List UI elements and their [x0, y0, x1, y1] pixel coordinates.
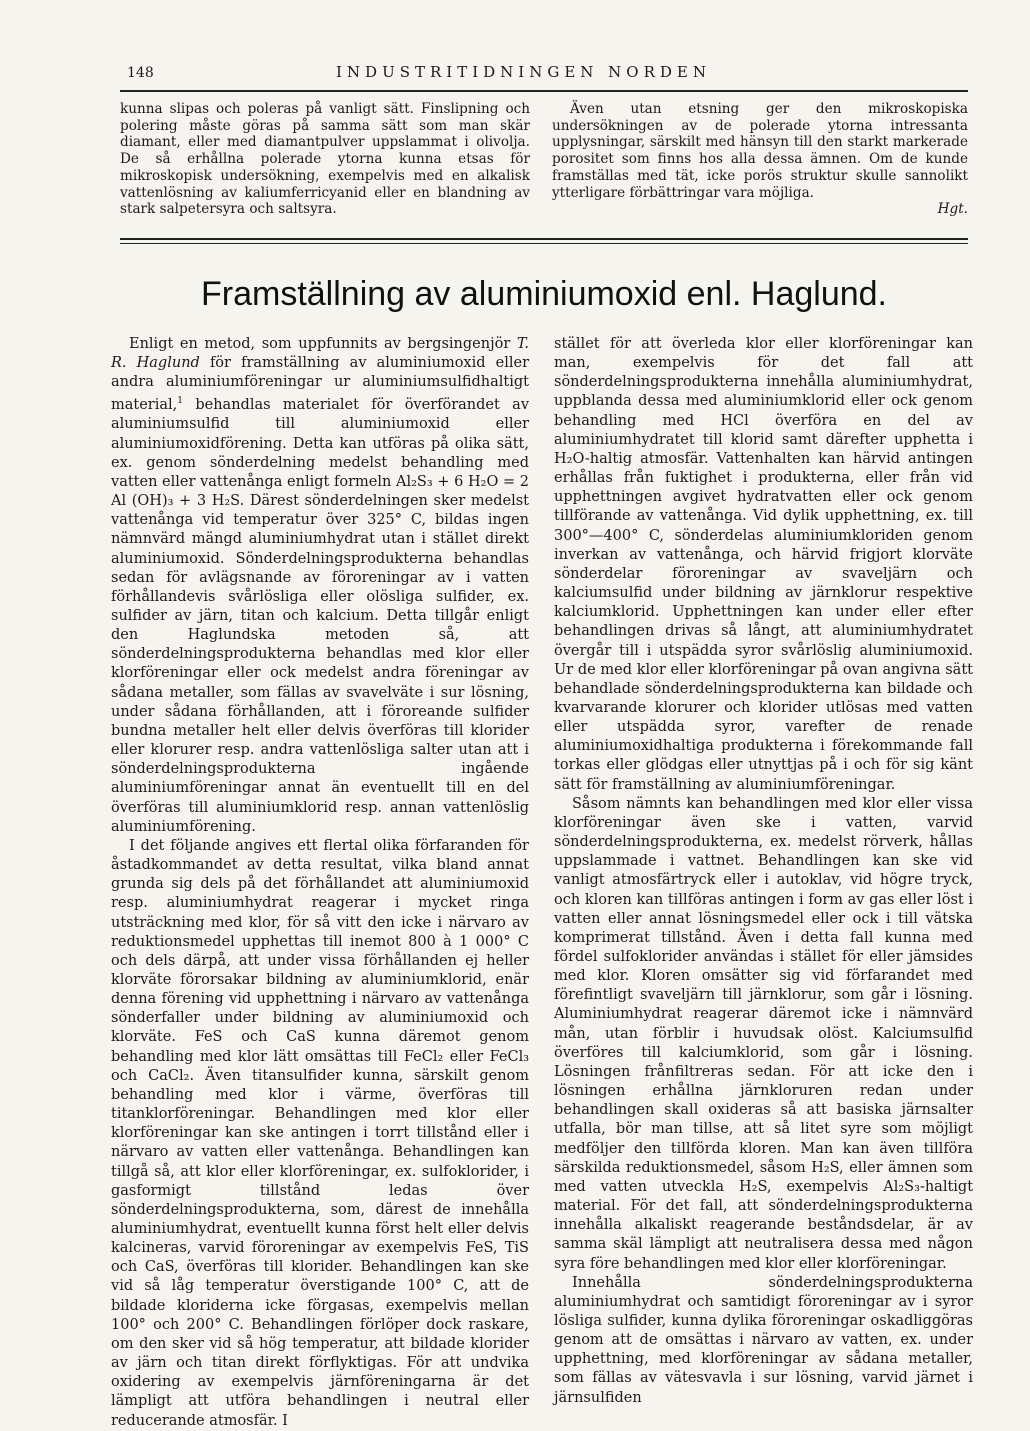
text-span: Även titansulfider kunna, särskilt genom behandling med klor i värme, överföras till titanklorföreningar. Behandlingen med klor eller klorföreningar kan ske antingen i torrt tillstånd eller i närvaro av vatten eller vattenånga. Behandlingen kan tillgå så, att klor eller klorföreningar, ex. sulfoklorider, i gasformigt tillstånd ledas över sönderdelningsprodukterna, som, därest de innehålla aluminiumhydrat, eventuellt kunna först helt eller delvis kalcineras, varvid föroreningar av exempelvis FeS, TiS och CaS, överföras till klorider. Behandlingen kan ske vid så låg temperatur överstigande 100° C, att de bildade kloriderna icke förgasas, exempelvis mellan 100° och 200° C. Behandlingen förlöper dock raskare, om den sker vid så hög temperatur, att bildade klorider av järn och titan direkt förflyktigas. För att undvika oxidering av exempelvis järnföreningarna är det lämpligt att utföra behandlingen i neutral eller reducerande atmosfär. I — [111, 1067, 530, 1429]
header-rule — [120, 90, 968, 92]
chemical-formula: FeCl₂ — [403, 1048, 444, 1065]
article-paragraph — [554, 335, 973, 795]
inventor-name: T. R. Haglund — [111, 336, 529, 372]
article-paragraph — [111, 335, 529, 837]
footnote-marker: 1 — [177, 396, 183, 407]
chemical-formula: H₂S, — [811, 1159, 844, 1176]
article-right-column — [554, 335, 973, 1408]
text-span: för framställning av aluminiumoxid eller andra aluminiumföreningar ur aluminiumsulfidhaltigt material, — [111, 355, 530, 414]
chemical-formula: CaCl₂. — [148, 1067, 195, 1084]
text-span: I det följande angives ett flertal olika förfaranden för åstadkommandet av detta resultat, vilka bland annat grunda sig dels på det förhållandet att aluminiumoxid resp. aluminiumhydrat reagerar i mycket ringa utsträckning med klor, för så vitt den icke i närvaro av reduktionsmedel upphettas till inemot 800 à 1 000° C och dels därpå, att under vissa förhållanden ej heller klorväte förorsakar bildning av aluminiumklorid, enär denna förening vid upphettning i närvaro av vattenånga sönderfaller under bildning av aluminiumoxid och klorväte. FeS och CaS kunna däremot genom behandling med klor lätt omsättas till — [111, 837, 529, 1065]
prev-article-signature: Hgt. — [937, 201, 968, 218]
text-span: -haltigt material. För det fall, att sönderdelningsprodukterna innehålla alkaliskt reagerande beståndsdelar, är av samma skäl lämpligt att neutralisera dessa med någon syra före behandlingen med klor eller klorföreningar. — [554, 1178, 974, 1272]
article-title: Framställning av aluminiumoxid enl. Haglund. — [201, 275, 887, 313]
chemical-formula: FeCl₃ — [489, 1048, 530, 1065]
text-span: Innehålla sönderdelningsprodukterna aluminiumhydrat och samtidigt föroreningar av i syror lösliga sulfider, kunna dylika föroreningar oskadliggöras genom att de omsättas i närvaro av vatten, ex. under upphettning, med klorföreningar av sådana metaller, som fällas av vätesvavla i sur lösning, varvid järnet i järnsulfiden — [554, 1274, 973, 1406]
chemical-formula: Al₂S₃ + 6 H₂O = 2 Al (OH)₃ + 3 H₂S. — [111, 473, 530, 510]
section-rule-thick — [120, 238, 968, 240]
prev-article-left-column — [120, 101, 530, 218]
text-span: eller — [449, 1048, 484, 1065]
text-span: behandlas materialet för överförandet av aluminiumsulfid till aluminiumoxid eller aluminiumoxidförening. Detta kan utföras på olika sätt, ex. genom sönderdelning medelst behandling med vatten eller vattenånga enligt formeln — [111, 397, 530, 490]
running-head: INDUSTRITIDNINGEN NORDEN — [336, 63, 711, 81]
text-span: -haltig atmosfär. Vattenhalten kan härvid antingen erhållas från fuktighet i produkterna, eller från vid upphettningen avgivet hydratvatten eller ock genom tillförande av vattenånga. Vid dylik upphettning, ex. till 300°—400° C, sönderdelas aluminiumkloriden genom inverkan av vattenånga, och härvid frigjort klorväte sönderdelar föroreningar av svaveljärn och kalciumsulfid under bildning av järnklorur respektive kalciumklorid. Upphettningen kan under eller efter behandlingen drivas så långt, att aluminiumhydratet övergår till i utspädda syror svårlöslig aluminiumoxid. Ur de med klor eller klorföreningar på ovan angivna sätt behandlade sönderdelningsprodukterna kan bildade och kvarvarande klorurer och klorider utlösas med vatten eller utspädda syror, varefter de renade aluminiumoxidhaltiga produkterna i förekommande fall torkas eller glödgas eller utnyttjas på i och för sig känt sätt för framställning av aluminiumföreningar. — [554, 450, 973, 793]
chemical-formula: H₂S, — [739, 1178, 772, 1195]
prev-article-right-column — [552, 101, 968, 218]
prev-article-right-text: Även utan etsning ger den mikroskopiska undersökningen av de polerade ytorna intressanta upplysningar, särskilt med hänsyn till den starkt markerade porositet som finns hos alla dessa ämnen. Om de kunde framställas med tät, icke porös struktur skulle sannolikt ytterligare förbättringar vara möjliga. — [552, 101, 968, 201]
section-rule-thin — [120, 243, 968, 244]
article-paragraph — [554, 795, 973, 1274]
text-span: eller ämnen som med vatten utveckla — [554, 1159, 974, 1195]
page-number: 148 — [127, 65, 154, 81]
text-span: Enligt en metod, som uppfunnits av bergsingenjör — [129, 336, 511, 352]
chemical-formula: H₂O — [554, 450, 585, 467]
chemical-formula: Al₂S₃ — [883, 1178, 920, 1195]
text-span: stället för att överleda klor eller klorföreningar kan man, exempelvis för det fall att sönderdelningsprodukterna innehålla aluminiumhydrat, uppblanda dessa med aluminiumklorid eller ock genom behandling med HCl överföra en del av aluminiumhydratet till klorid samt därefter upphetta i — [554, 336, 973, 448]
text-span: Såsom nämnts kan behandlingen med klor eller vissa klorföreningar även ske i vatten, varvid sönderdelningsprodukterna, ex. medelst rörverk, hållas uppslammade i vattnet. Behandlingen kan ske vid vanligt atmosfärtryck eller i autoklav, vid högre tryck, och kloren kan tillföras antingen i form av gas eller löst i vatten eller annat lösningsmedel eller ock i till vätska komprimerat tillstånd. Även i detta fall kunna med fördel sulfoklorider användas i stället för eller jämsides med klor. Kloren omsätter sig vid förfarandet med förefintligt svaveljärn till järnklorur, som går i lösning. Aluminiumhydrat reagerar däremot icke i nämnvärd mån, utan förblir i huvudsak olöst. Kalciumsulfid överföres till kalciumklorid, som går i lösning. Lösningen frånfiltreras sedan. För att icke den i lösningen erhållna järnkloruren redan under behandlingen skall oxideras så att basiska järnsalter utfalla, bör man tillse, att så litet syre som möjligt medföljer den tillförda kloren. Man kan även tillföra särskilda reduktionsmedel, såsom — [554, 795, 973, 1176]
text-span: och — [111, 1067, 138, 1084]
text-span: Därest sönderdelningen sker medelst vattenånga vid temperatur över 325° C, bildas ingen nämnvärd mängd aluminiumhydrat utan i stället direkt aluminiumoxid. Sönderdelningsprodukterna behandlas sedan för avlägsnande av föroreningar av i vatten förhållandevis svårlösliga eller olösliga sulfider, ex. sulfider av järn, titan och kalcium. Detta tillgår enligt den Haglundska metoden så, att sönderdelningsprodukterna behandlas med klor eller klorföreningar eller ock medelst andra föreningar av sådana metaller, som fällas av svavelväte i sur lösning, under sådana förhållanden, att i föroreande sulfider bundna metaller helt eller delvis överföras till klorider eller klorurer resp. andra vattenlösliga salter utan att i sönderdelningsprodukterna ingående aluminiumföreningar annat än eventuellt till en del överföras till aluminiumklorid resp. annan vattenlöslig aluminiumförening. — [111, 493, 529, 835]
article-paragraph — [554, 1274, 973, 1408]
text-span: exempelvis — [786, 1178, 869, 1195]
prev-article-left-text: kunna slipas och poleras på vanligt sätt. Finslipning och polering måste göras på samma sätt som man skär diamant, eller med diamantpulver uppslammat i olivolja. De så erhållna polerade ytorna kunna etsas för mikroskopisk undersökning, exempelvis med en alkalisk vattenlösning av kaliumferricyanid eller en blandning av stark salpetersyra och saltsyra. — [120, 101, 530, 218]
article-paragraph — [111, 837, 529, 1431]
article-left-column — [111, 335, 529, 1431]
